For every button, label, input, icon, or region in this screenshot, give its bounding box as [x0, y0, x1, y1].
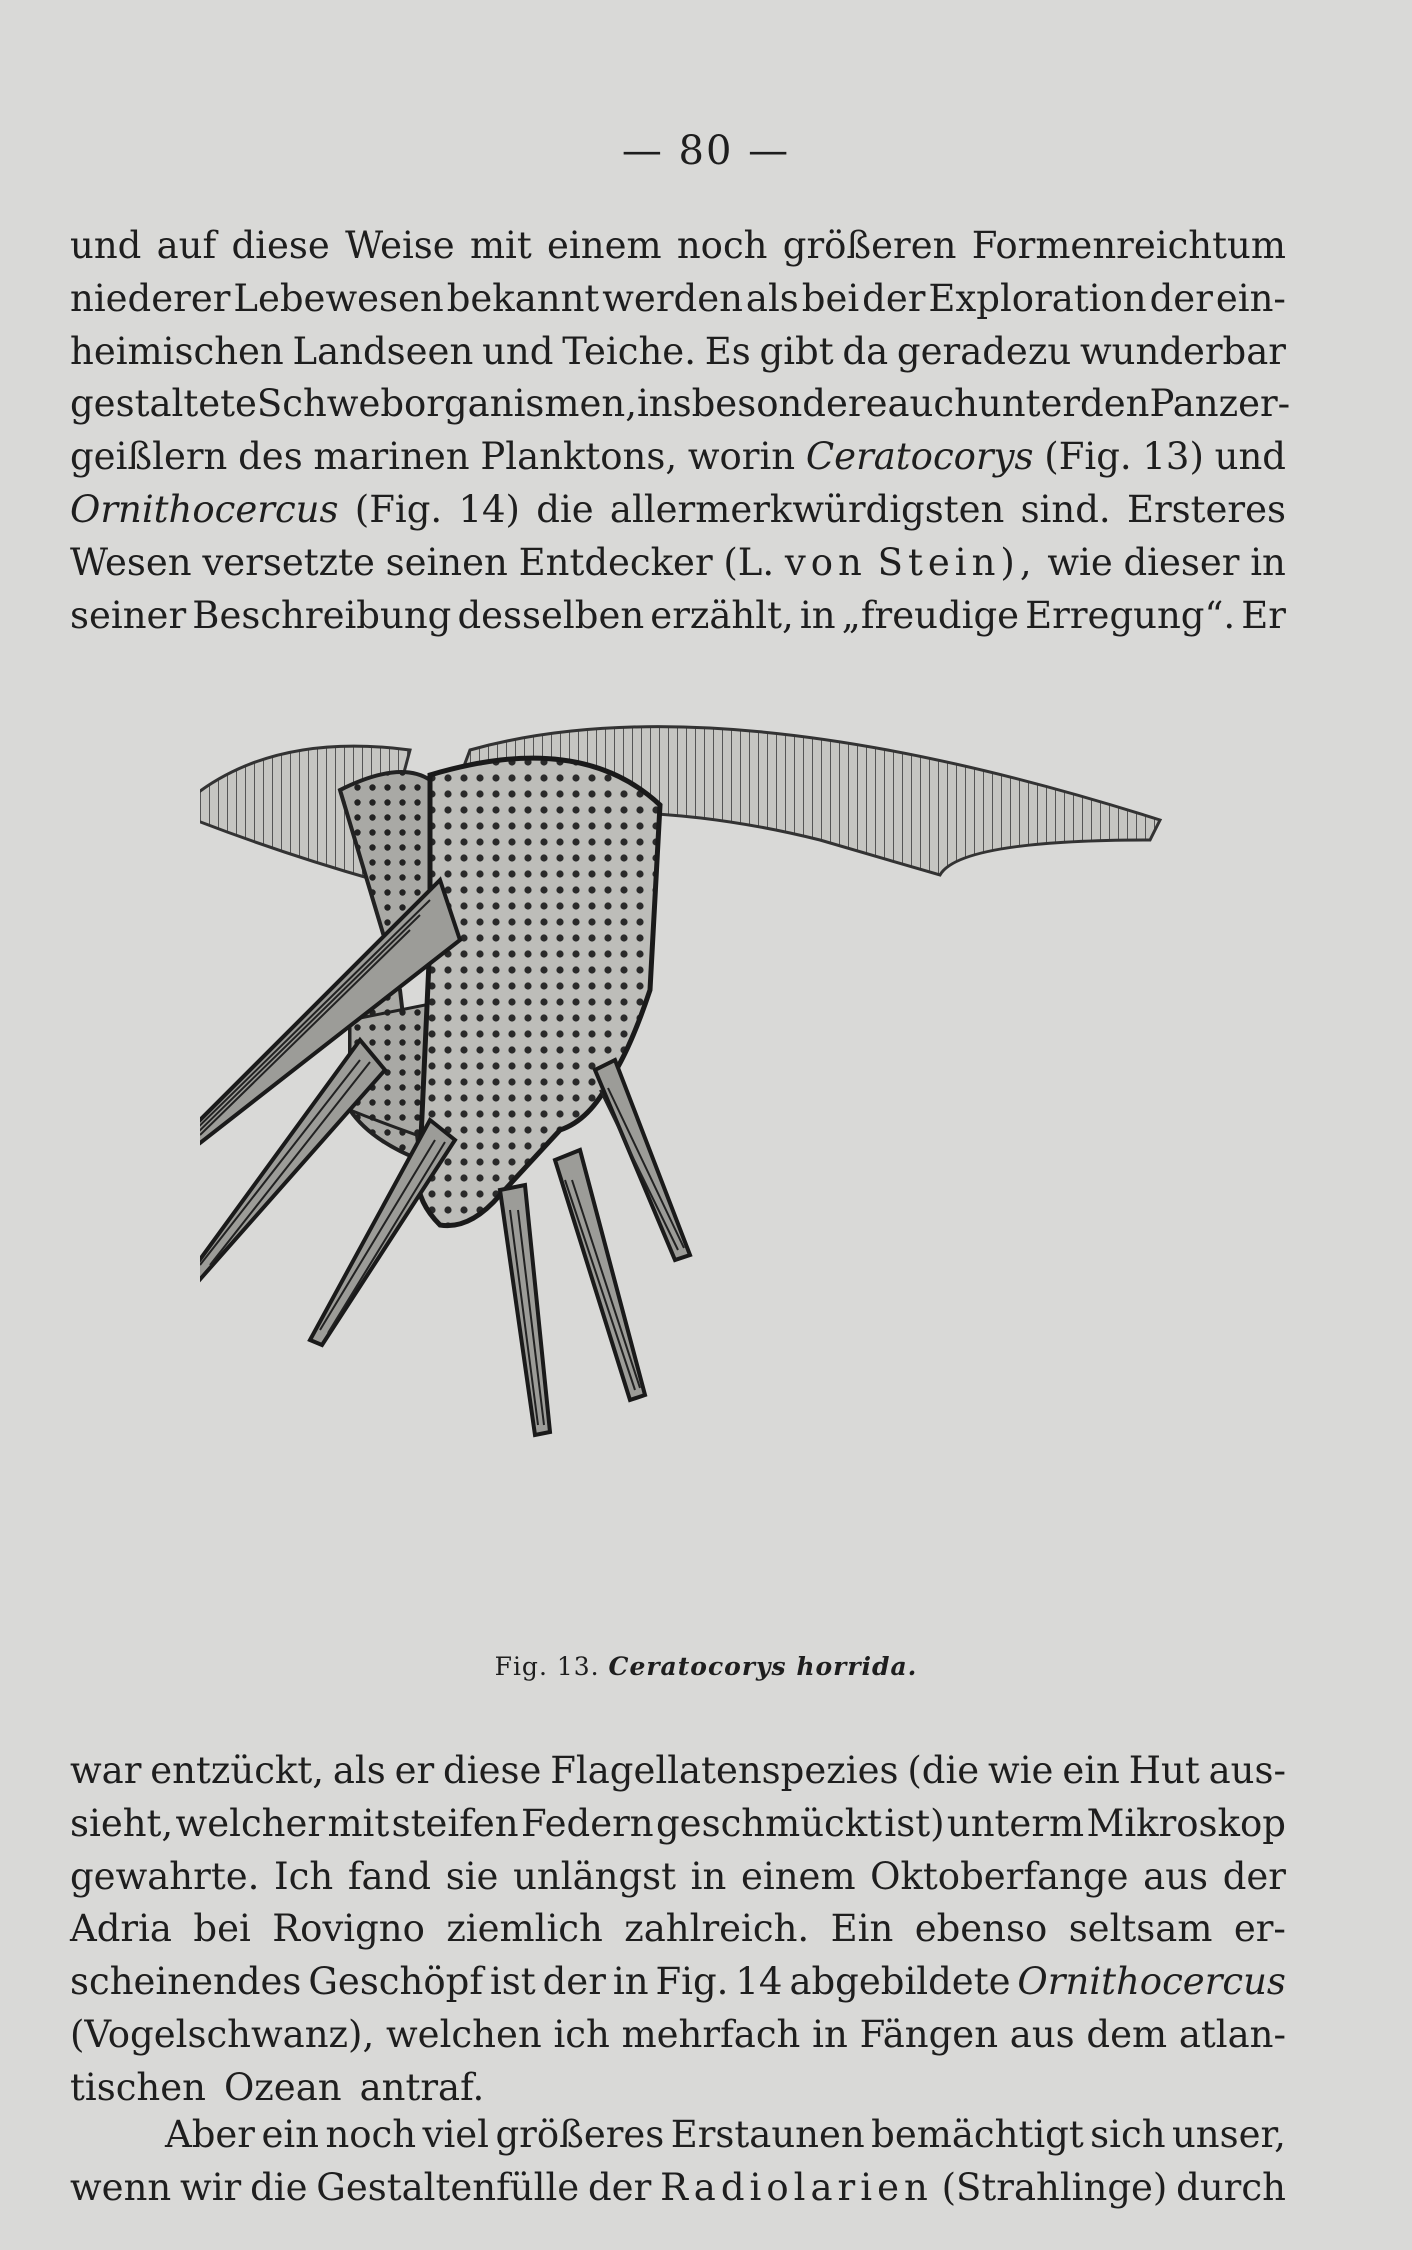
- word: Erstaunen: [670, 2113, 865, 2156]
- spine-4: [500, 1185, 550, 1435]
- figure-label: Fig. 13.: [494, 1652, 600, 1681]
- word: ziemlich: [446, 1907, 603, 1951]
- word: entzückt,: [150, 1749, 324, 1792]
- word: Fig.: [655, 1960, 729, 2004]
- text-line: [70, 2062, 1286, 2115]
- word: der: [588, 2165, 652, 2209]
- word: diese: [443, 1749, 542, 1792]
- word: aus: [1009, 2012, 1075, 2056]
- word: desselben: [457, 593, 645, 637]
- word: und: [70, 224, 142, 267]
- word: wunderbar: [1079, 329, 1286, 373]
- word: worin: [687, 435, 796, 479]
- word: Er: [1241, 593, 1286, 637]
- word: Wesen: [70, 540, 192, 584]
- word: Beschreibung: [192, 593, 452, 637]
- paragraph-1: [70, 220, 1291, 642]
- word: Fängen: [859, 2012, 999, 2056]
- word: in: [812, 2012, 848, 2056]
- word: in: [1250, 540, 1286, 584]
- word: bekannt: [446, 276, 600, 320]
- word: 14: [735, 1960, 783, 2004]
- word: insbesondere: [636, 382, 888, 426]
- word: war: [70, 1749, 142, 1792]
- word: (Fig.: [354, 487, 443, 531]
- word: marinen: [313, 435, 470, 479]
- word: ein: [261, 2113, 319, 2156]
- word: in: [690, 1854, 727, 1898]
- word: Planktons,: [480, 435, 678, 479]
- word: Es: [704, 329, 751, 373]
- word: einem: [740, 1854, 856, 1898]
- species-name: Ceratocorys: [805, 435, 1034, 479]
- word: Radiolarien: [660, 2165, 933, 2209]
- word: Geschöpf: [308, 1960, 484, 2004]
- word: gibt: [759, 329, 834, 373]
- word: antraf.: [359, 2065, 485, 2109]
- word: seltsam: [1068, 1907, 1213, 1951]
- figure-species: Ceratocorys horrida.: [608, 1652, 918, 1681]
- main-body: [418, 758, 661, 1226]
- word: Gestaltenfülle: [316, 2165, 580, 2209]
- word: scheinendes: [70, 1960, 302, 2004]
- word: unterm: [946, 1801, 1085, 1845]
- word: unser,: [1171, 2113, 1286, 2156]
- word: abgebildete: [789, 1960, 1011, 2004]
- word: unlängst: [513, 1854, 677, 1898]
- text-line: [70, 220, 1286, 273]
- word: atlan-: [1178, 2012, 1286, 2056]
- word: der: [1149, 276, 1213, 320]
- text-line: [70, 1956, 1286, 2009]
- text-line: [70, 1903, 1286, 1956]
- word: der: [862, 276, 926, 320]
- word: größeres: [495, 2113, 665, 2156]
- word: Lebewesen: [233, 276, 444, 320]
- word: gestaltete: [70, 382, 257, 426]
- word: mit: [327, 1801, 390, 1845]
- species-name: Ornithocercus: [1017, 1960, 1286, 2004]
- word: seinen: [385, 540, 508, 584]
- word: da: [842, 329, 889, 373]
- word: (die: [907, 1749, 980, 1792]
- word: Ich: [274, 1854, 334, 1898]
- word: Ersteres: [1126, 487, 1286, 531]
- word: sind.: [1020, 487, 1111, 531]
- word: wie: [988, 1749, 1054, 1792]
- word: zahlreich.: [624, 1907, 810, 1951]
- word: (Strahlinge): [941, 2165, 1168, 2209]
- word: er: [394, 1749, 435, 1792]
- word: ist: [489, 1960, 536, 2004]
- word: geradezu: [896, 329, 1072, 373]
- word: er-: [1233, 1907, 1286, 1951]
- word: versetzte: [202, 540, 375, 584]
- word: dieser: [1123, 540, 1240, 584]
- text-line: [70, 537, 1286, 590]
- word: ist): [884, 1801, 945, 1845]
- word: wie: [1047, 540, 1113, 584]
- word: bei: [193, 1907, 251, 1951]
- word: „freudige: [841, 593, 1020, 637]
- word: Erregung“.: [1025, 593, 1236, 637]
- word: gewahrte.: [70, 1854, 260, 1898]
- word: sich: [1090, 2113, 1166, 2156]
- word: 13): [1142, 435, 1204, 479]
- word: bemächtigt: [871, 2113, 1084, 2156]
- word: steifen: [391, 1801, 519, 1845]
- word: erzählt,: [650, 593, 794, 637]
- word: Teiche.: [562, 329, 696, 373]
- word: des: [238, 435, 303, 479]
- word: ein-: [1215, 276, 1286, 320]
- word: und: [482, 329, 554, 373]
- word: Landseen: [292, 329, 474, 373]
- word: bei: [801, 276, 860, 320]
- word: viel: [422, 2113, 490, 2156]
- word: diese: [231, 224, 330, 267]
- text-line: [70, 1745, 1286, 1798]
- text-line: [70, 326, 1286, 379]
- word: unter: [977, 382, 1081, 426]
- word: einem: [547, 224, 662, 267]
- word: welcher: [175, 1801, 326, 1845]
- word: in: [799, 593, 836, 637]
- word: Exploration: [928, 276, 1147, 320]
- word: auch: [887, 382, 978, 426]
- word: Rovigno: [272, 1907, 425, 1951]
- word: sie: [445, 1854, 499, 1898]
- word: Oktoberfange: [870, 1854, 1129, 1898]
- word: fand: [347, 1854, 432, 1898]
- word: wenn: [70, 2165, 172, 2209]
- word: den: [1080, 382, 1150, 426]
- word: Ozean: [223, 2065, 342, 2109]
- word: sieht,: [70, 1801, 174, 1845]
- text-line: [70, 2162, 1286, 2215]
- word: die: [536, 487, 594, 531]
- word: geißlern: [70, 435, 228, 479]
- word: ebenso: [914, 1907, 1048, 1951]
- word: Mikroskop: [1086, 1801, 1286, 1845]
- figure-caption: [0, 1652, 1412, 1681]
- word: auf: [156, 224, 217, 267]
- word: (Fig.: [1044, 435, 1132, 479]
- text-line: [70, 431, 1286, 484]
- text-line: [70, 1798, 1286, 1851]
- word: von: [784, 540, 867, 584]
- word: noch: [676, 224, 768, 267]
- page-number: — 80 —: [621, 128, 791, 174]
- word: in: [612, 1960, 649, 2004]
- word: ich: [553, 2012, 610, 2056]
- word: geschmückt: [656, 1801, 883, 1845]
- word: niederer: [70, 276, 231, 320]
- word: heimischen: [70, 329, 284, 373]
- word: Hut: [1128, 1749, 1200, 1792]
- word: Schweborganismen,: [256, 382, 637, 426]
- word: Weise: [345, 224, 455, 267]
- word: der: [542, 1960, 606, 2004]
- text-line: [70, 2009, 1286, 2062]
- word: Stein),: [877, 540, 1037, 584]
- word: größeren: [782, 224, 957, 267]
- paragraph-3: [70, 2109, 1286, 2215]
- word: Formenreichtum: [971, 224, 1286, 267]
- word: Panzer-: [1149, 382, 1291, 426]
- word: tischen: [70, 2065, 206, 2109]
- word: 14): [458, 487, 520, 531]
- species-name: Ornithocercus: [70, 487, 339, 531]
- word: als: [745, 276, 799, 320]
- word: seiner: [70, 593, 187, 637]
- word: wir: [180, 2165, 242, 2209]
- word: werden: [602, 276, 743, 320]
- word: (L.: [723, 540, 775, 584]
- word: ein: [1062, 1749, 1120, 1792]
- word: mit: [469, 224, 532, 267]
- word: durch: [1176, 2165, 1286, 2209]
- word: Aber: [165, 2113, 255, 2156]
- text-line: [70, 590, 1286, 643]
- word: und: [1214, 435, 1286, 479]
- word: Federn: [520, 1801, 654, 1845]
- text-line: [70, 378, 1291, 431]
- word: die: [250, 2165, 308, 2209]
- word: Entdecker: [518, 540, 713, 584]
- word: (Vogelschwanz),: [70, 2012, 375, 2056]
- word: allermerkwürdigsten: [609, 487, 1005, 531]
- word: Adria: [70, 1907, 172, 1951]
- word: welchen: [386, 2012, 542, 2056]
- word: dem: [1086, 2012, 1168, 2056]
- word: aus: [1143, 1854, 1209, 1898]
- text-line: [70, 2109, 1286, 2162]
- word: Ein: [830, 1907, 894, 1951]
- text-line: [70, 1851, 1286, 1904]
- text-line: [70, 273, 1286, 326]
- word: Flagellatenspezies: [550, 1749, 899, 1792]
- word: noch: [325, 2113, 417, 2156]
- word: der: [1222, 1854, 1286, 1898]
- dinoflagellate-drawing: [200, 690, 1200, 1650]
- paragraph-2: [70, 1745, 1286, 2115]
- word: als: [332, 1749, 386, 1792]
- figure-ceratocorys-illustration: [200, 690, 1200, 1650]
- word: mehrfach: [621, 2012, 801, 2056]
- word: aus-: [1208, 1749, 1286, 1792]
- text-line: [70, 484, 1286, 537]
